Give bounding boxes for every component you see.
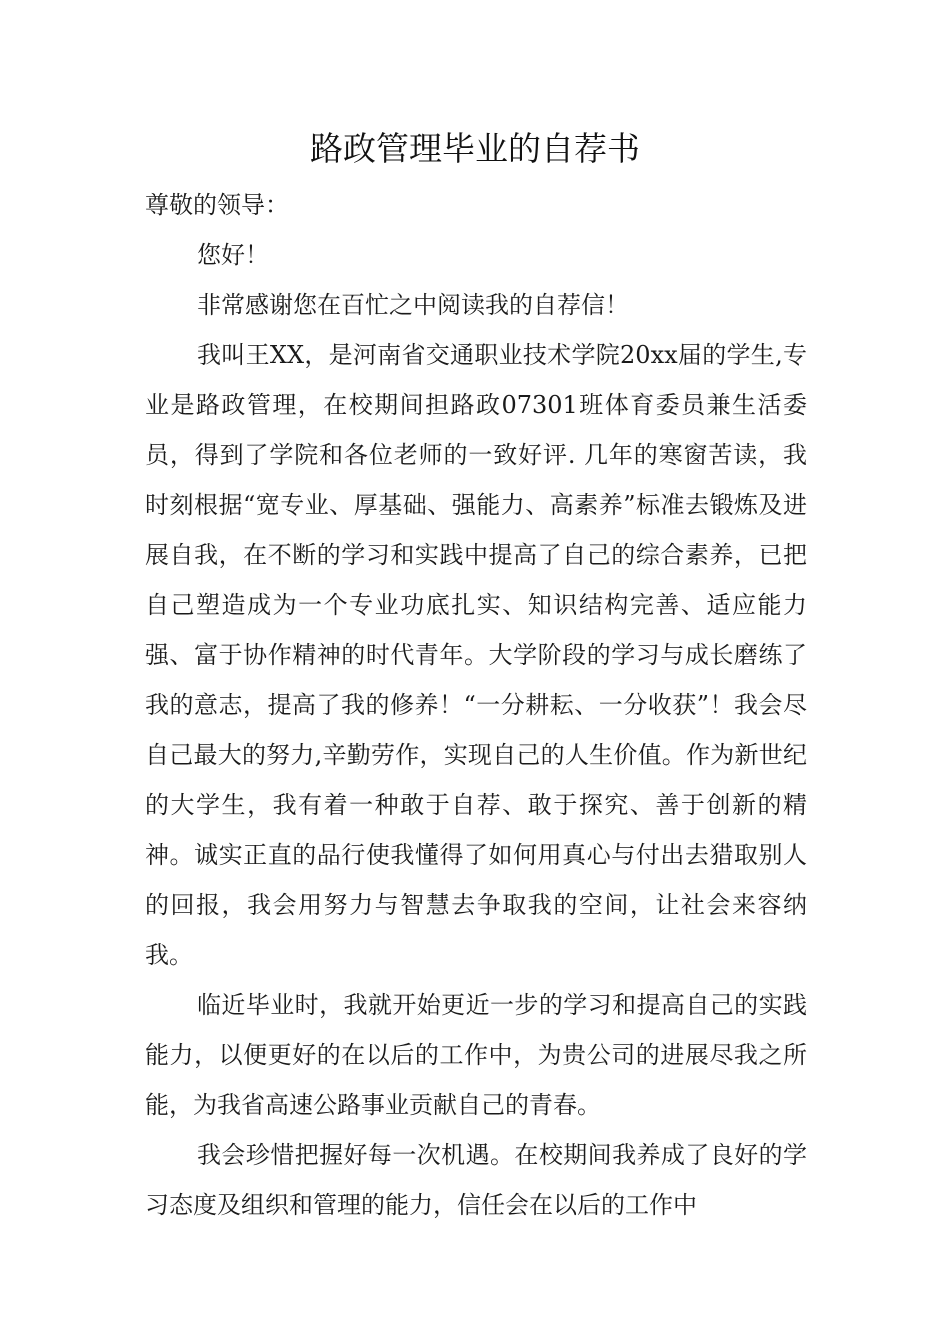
salutation: 尊敬的领导： (145, 191, 289, 219)
greeting: 您好！ (197, 241, 269, 269)
paragraph-opportunity: 我会珍惜把握好每一次机遇。在校期间我养成了良好的学习态度及组织和管理的能力，信任会在以后的工作中 (145, 1141, 807, 1219)
paragraph-introduction: 我叫王XX，是河南省交通职业技术学院20xx届的学生,专业是路政管理，在校期间担路政07301班体育委员兼生活委员，得到了学院和各位老师的一致好评. 几年的寒窗苦读，我时刻根据“宽专业、厚基础、强能力、高素养”标准去锻炼及进展自我，在不断的学习和实践中提高了自己的综合素养，已把自己塑造成为一个专业功底扎实、知识结构完善、适应能力强、富于协作精神的时代青年。大学阶段的学习与成长磨练了我的意志，提高了我的修养！“一分耕耘、一分收获”！我会尽自己最大的努力,辛勤劳作，实现自己的人生价值。作为新世纪的大学生，我有着一种敢于自荐、敢于探究、善于创新的精神。诚实正直的品行使我懂得了如何用真心与付出去猎取别人的回报，我会用努力与智慧去争取我的空间，让社会来容纳我。 (145, 341, 807, 969)
letter-body (145, 180, 807, 1230)
paragraph-graduation: 临近毕业时，我就开始更近一步的学习和提高自己的实践能力，以便更好的在以后的工作中，为贵公司的进展尽我之所能，为我省高速公路事业贡献自己的青春。 (145, 991, 807, 1119)
paragraph-thanks: 非常感谢您在百忙之中阅读我的自荐信！ (197, 291, 629, 319)
document-title: 路政管理毕业的自荐书 (310, 129, 640, 168)
